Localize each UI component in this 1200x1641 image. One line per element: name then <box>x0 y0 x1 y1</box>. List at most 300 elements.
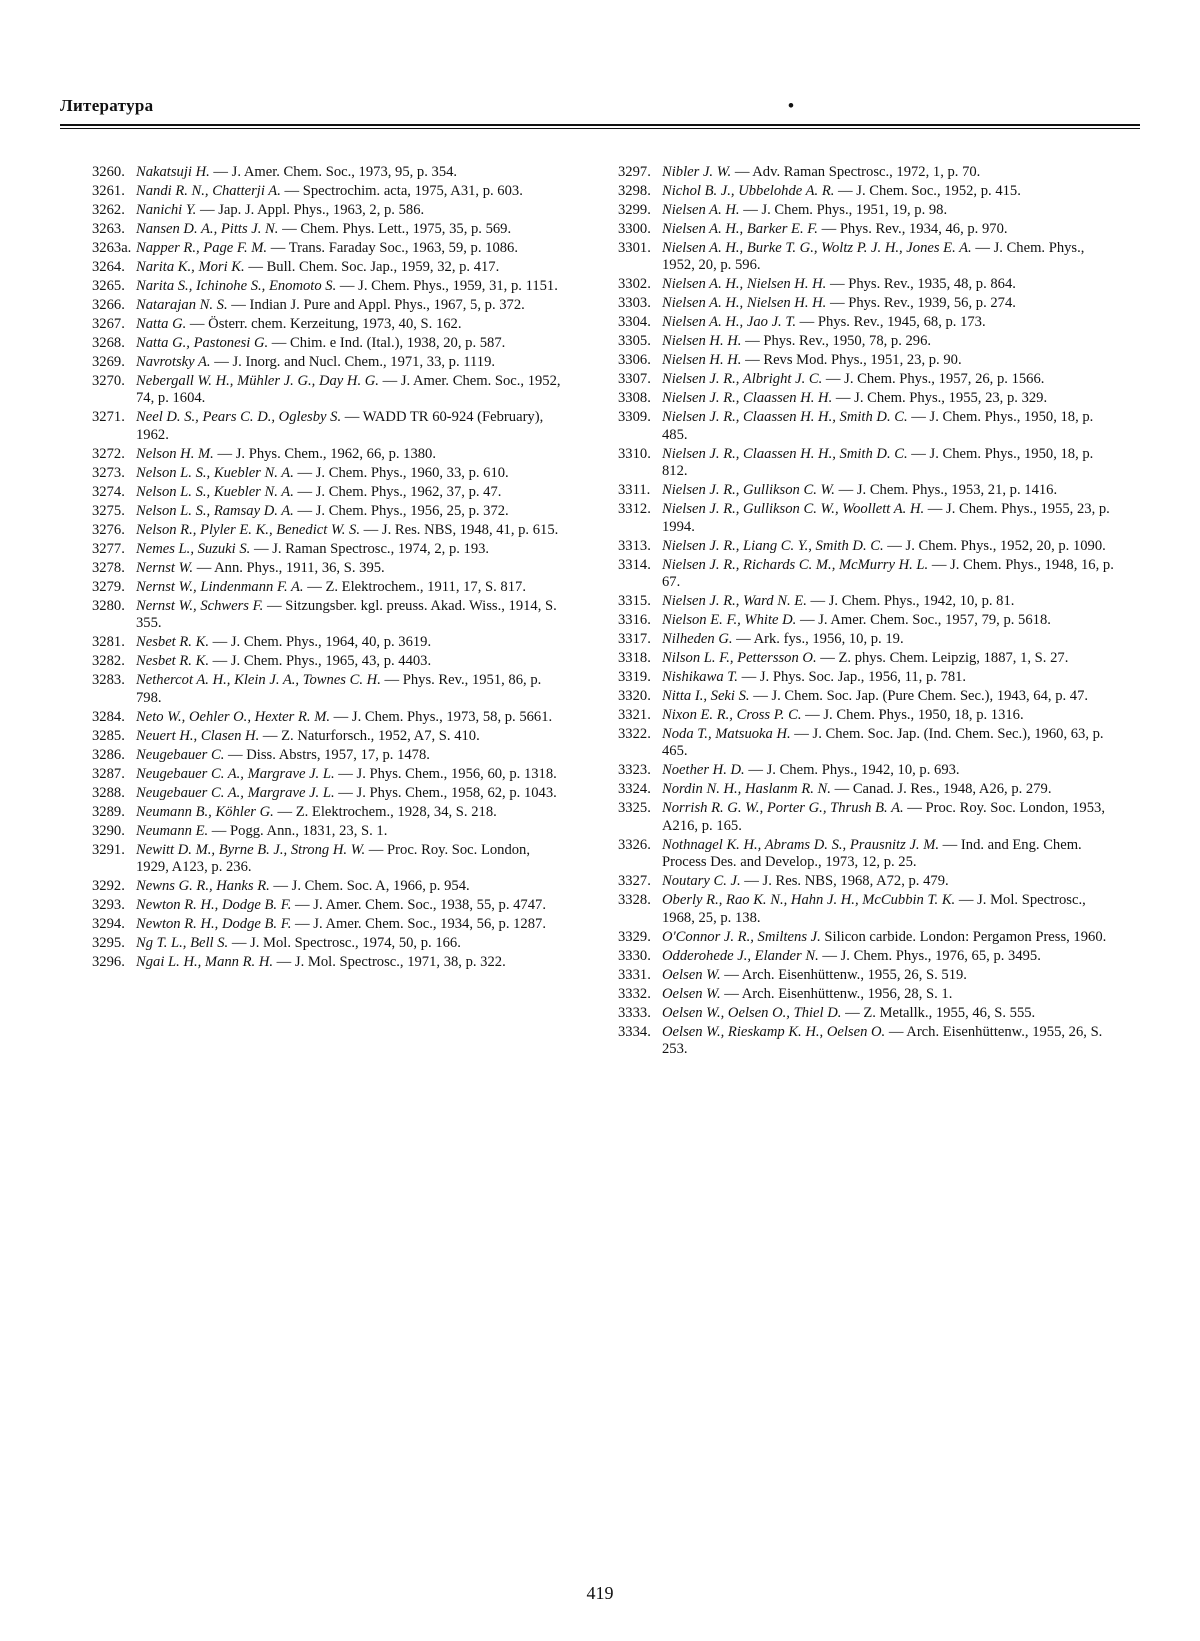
reference-entry <box>618 929 1116 946</box>
reference-number: 3295. <box>92 935 125 952</box>
reference-entry <box>92 446 562 463</box>
reference-entry <box>618 669 1116 686</box>
reference-source: — J. Res. NBS, 1948, 41, p. 615. <box>360 521 559 538</box>
reference-entry <box>618 688 1116 705</box>
reference-number: 3321. <box>618 707 651 724</box>
reference-authors: Neto W., Oehler O., Hexter R. M. <box>136 708 331 725</box>
reference-authors: Newton R. H., Dodge B. F. <box>136 916 292 933</box>
reference-authors: Nelson H. M. <box>136 445 214 462</box>
reference-entry <box>618 333 1116 350</box>
reference-entry <box>618 762 1116 779</box>
reference-authors: Nebergall W. H., Mühler J. G., Day H. G. <box>136 373 379 389</box>
reference-entry <box>92 785 562 802</box>
reference-number: 3266. <box>92 297 125 313</box>
header-rule-thin <box>60 128 1140 129</box>
reference-authors: Nielsen J. R., Gullikson C. W., Woollett A. H. <box>662 501 925 518</box>
reference-authors: Nernst W., Lindenmann F. A. <box>136 578 304 595</box>
reference-number: 3331. <box>618 966 651 983</box>
reference-number: 3332. <box>618 985 651 1002</box>
reference-entry <box>92 240 562 257</box>
reference-authors: Newton R. H., Dodge B. F. <box>136 897 292 914</box>
reference-source: — J. Chem. Soc. A, 1966, p. 954. <box>269 878 470 895</box>
reference-entry <box>92 465 562 482</box>
reference-authors: Nilheden G. <box>662 631 733 648</box>
reference-number: 3319. <box>618 669 651 686</box>
reference-source: — J. Res. NBS, 1968, A72, p. 479. <box>740 873 949 890</box>
reference-source: — J. Chem. Phys., 1956, 25, p. 372. <box>293 502 509 519</box>
reference-number: 3333. <box>618 1004 651 1021</box>
reference-source: — Proc. Roy. Soc. London, 1953, A216, p. 165. <box>662 800 1105 834</box>
reference-source: — J. Chem. Phys., 1950, 18, p. 1316. <box>801 707 1024 724</box>
reference-entry <box>618 593 1116 610</box>
reference-authors: Nielsen J. R., Liang C. Y., Smith D. C. <box>662 537 884 554</box>
reference-authors: Nilson L. F., Pettersson O. <box>662 650 817 667</box>
reference-number: 3278. <box>92 559 125 576</box>
reference-source: — J. Raman Spectrosc., 1974, 2, p. 193. <box>250 540 490 557</box>
reference-source: — J. Chem. Phys., 1950, 18, p. 812. <box>662 445 1094 480</box>
reference-authors: Nesbet R. K. <box>136 653 209 670</box>
reference-entry <box>92 484 562 501</box>
reference-entry <box>618 446 1116 481</box>
reference-authors: Nandi R. N., Chatterji A. <box>136 183 281 199</box>
reference-source: — J. Mol. Spectrosc., 1974, 50, p. 166. <box>228 935 461 952</box>
reference-number: 3317. <box>618 631 651 648</box>
reference-entry <box>618 371 1116 388</box>
reference-authors: Oberly R., Rao K. N., Hahn J. H., McCubbin T. K. <box>662 892 956 909</box>
reference-entry <box>92 804 562 821</box>
reference-source: — Z. Naturforsch., 1952, A7, S. 410. <box>259 727 480 744</box>
reference-authors: Newitt D. M., Byrne B. J., Strong H. W. <box>136 841 366 858</box>
reference-number: 3282. <box>92 653 125 670</box>
reference-authors: Newns G. R., Hanks R. <box>136 878 270 895</box>
reference-number: 3280. <box>92 597 125 614</box>
reference-source: — Canad. J. Res., 1948, A26, p. 279. <box>830 781 1052 798</box>
reference-source: — J. Amer. Chem. Soc., 1957, 79, p. 5618. <box>796 612 1051 629</box>
reference-entry <box>92 164 562 181</box>
reference-source: — Phys. Rev., 1950, 78, p. 296. <box>741 333 932 350</box>
reference-authors: Norrish R. G. W., Porter G., Thrush B. A. <box>662 800 904 817</box>
reference-entry <box>618 202 1116 219</box>
reference-authors: Nielsen J. R., Albright J. C. <box>662 371 823 388</box>
reference-source: — J. Chem. Soc., 1952, p. 415. <box>834 183 1021 199</box>
reference-number: 3326. <box>618 836 651 853</box>
reference-number: 3281. <box>92 634 125 651</box>
reference-number: 3312. <box>618 501 651 518</box>
reference-number: 3301. <box>618 240 651 256</box>
reference-entry <box>92 672 562 707</box>
reference-number: 3279. <box>92 578 125 595</box>
reference-entry <box>618 986 1116 1003</box>
reference-authors: Narita K., Mori K. <box>136 259 245 275</box>
right-reference-column <box>618 164 1116 1060</box>
reference-source: — J. Chem. Phys., 1952, 20, p. 596. <box>662 240 1085 274</box>
reference-source: Silicon carbide. London: Pergamon Press, 1960. <box>820 928 1107 945</box>
reference-entry <box>618 892 1116 927</box>
reference-source: — Proc. Roy. Soc. London, 1929, A123, p. 236. <box>136 841 531 876</box>
reference-entry <box>92 259 562 276</box>
reference-authors: Ngai L. H., Mann R. H. <box>136 954 274 971</box>
reference-entry <box>92 897 562 914</box>
page-number: 419 <box>586 1583 614 1603</box>
reference-source: — Arch. Eisenhüttenw., 1956, 28, S. 1. <box>720 985 953 1002</box>
reference-number: 3322. <box>618 726 651 743</box>
reference-source: — J. Phys. Chem., 1962, 66, p. 1380. <box>213 445 437 462</box>
reference-authors: Oelsen W., Oelsen O., Thiel D. <box>662 1004 842 1021</box>
reference-number: 3318. <box>618 650 651 667</box>
reference-source: — Z. Elektrochem., 1911, 17, S. 817. <box>303 578 526 595</box>
reference-authors: Neel D. S., Pears C. D., Oglesby S. <box>136 409 342 426</box>
reference-entry <box>92 316 562 333</box>
reference-authors: Nemes L., Suzuki S. <box>136 540 251 557</box>
reference-authors: Nielsen A. H., Burke T. G., Woltz P. J. H., Jones E. A. <box>662 240 972 256</box>
left-reference-column <box>92 164 562 973</box>
reference-number: 3296. <box>92 954 125 971</box>
reference-source: — J. Chem. Phys., 1951, 19, p. 98. <box>739 202 948 218</box>
reference-authors: Nielsen H. H. <box>662 333 742 350</box>
reference-number: 3272. <box>92 445 125 462</box>
reference-entry <box>92 842 562 877</box>
reference-authors: Nelson R., Plyler E. K., Benedict W. S. <box>136 521 361 538</box>
reference-number: 3261. <box>92 183 125 199</box>
reference-authors: Nichol B. J., Ubbelohde A. R. <box>662 183 835 199</box>
reference-source: — Spectrochim. acta, 1975, A31, p. 603. <box>280 183 523 199</box>
header-rule-thick <box>60 124 1140 126</box>
reference-authors: Nixon E. R., Cross P. C. <box>662 707 802 724</box>
reference-entry <box>92 503 562 520</box>
reference-authors: Odderohede J., Elander N. <box>662 947 819 964</box>
reference-entry <box>618 837 1116 872</box>
reference-entry <box>92 409 562 444</box>
reference-authors: Nielsen A. H., Jao J. T. <box>662 314 797 331</box>
reference-authors: Neugebauer C. <box>136 746 225 763</box>
reference-entry <box>92 373 562 408</box>
reference-authors: Noda T., Matsuoka H. <box>662 726 791 743</box>
reference-entry <box>618 501 1116 536</box>
reference-authors: Nesbet R. K. <box>136 634 209 651</box>
reference-entry <box>618 276 1116 293</box>
reference-entry <box>618 390 1116 407</box>
reference-entry <box>92 522 562 539</box>
reference-source: — Österr. chem. Kerzeitung, 1973, 40, S. 162. <box>186 316 462 332</box>
reference-authors: Neuert H., Clasen H. <box>136 727 260 744</box>
reference-number: 3294. <box>92 916 125 933</box>
reference-entry <box>92 954 562 971</box>
reference-entry <box>92 709 562 726</box>
reference-source: — J. Inorg. and Nucl. Chem., 1971, 33, p. 1119. <box>210 354 496 370</box>
reference-number: 3314. <box>618 556 651 573</box>
reference-entry <box>618 967 1116 984</box>
reference-source: — Z. Metallk., 1955, 46, S. 555. <box>841 1004 1036 1021</box>
reference-source: — J. Chem. Phys., 1948, 16, p. 67. <box>662 556 1114 591</box>
reference-authors: Nielsen J. R., Gullikson C. W. <box>662 482 835 499</box>
reference-source: — J. Amer. Chem. Soc., 1934, 56, p. 1287. <box>291 916 546 933</box>
reference-authors: Nethercot A. H., Klein J. A., Townes C. H. <box>136 672 381 689</box>
reference-authors: Nielsen A. H., Nielsen H. H. <box>662 276 827 293</box>
reference-source: — Z. phys. Chem. Leipzig, 1887, 1, S. 27. <box>816 650 1069 667</box>
reference-source: — J. Mol. Spectrosc., 1971, 38, p. 322. <box>273 954 506 971</box>
reference-number: 3264. <box>92 259 125 275</box>
reference-entry <box>618 726 1116 761</box>
reference-number: 3263. <box>92 221 125 237</box>
reference-entry <box>618 557 1116 592</box>
reference-authors: Nordin N. H., Haslanm R. N. <box>662 781 831 798</box>
reference-authors: Napper R., Page F. M. <box>136 240 268 256</box>
reference-authors: Nitta I., Seki S. <box>662 688 750 705</box>
reference-number: 3328. <box>618 892 651 909</box>
reference-source: — Chem. Phys. Lett., 1975, 35, p. 569. <box>278 221 512 237</box>
reference-authors: Neumann E. <box>136 822 209 839</box>
reference-source: — J. Chem. Soc. Jap. (Ind. Chem. Sec.), 1960, 63, p. 465. <box>662 726 1104 760</box>
reference-source: — J. Chem. Phys., 1973, 58, p. 5661. <box>330 708 553 725</box>
reference-number: 3274. <box>92 483 125 500</box>
reference-number: 3290. <box>92 822 125 839</box>
reference-source: — Indian J. Pure and Appl. Phys., 1967, 5, p. 372. <box>227 297 525 313</box>
reference-authors: Nibler J. W. <box>662 164 732 180</box>
reference-number: 3327. <box>618 873 651 890</box>
reference-authors: Nanichi Y. <box>136 202 197 218</box>
reference-entry <box>618 1024 1116 1059</box>
reference-source: — Phys. Rev., 1945, 68, p. 173. <box>796 314 986 331</box>
reference-entry <box>92 747 562 764</box>
reference-source: — J. Chem. Phys., 1957, 26, p. 1566. <box>822 371 1045 388</box>
reference-source: — J. Mol. Spectrosc., 1968, 25, p. 138. <box>662 892 1086 926</box>
reference-source: — Adv. Raman Spectrosc., 1972, 1, p. 70. <box>731 164 981 180</box>
reference-number: 3306. <box>618 352 651 369</box>
reference-authors: Nielsen A. H., Barker E. F. <box>662 221 818 237</box>
reference-entry <box>92 221 562 238</box>
reference-number: 3286. <box>92 746 125 763</box>
reference-source: — J. Chem. Phys., 1976, 65, p. 3495. <box>818 947 1041 964</box>
reference-authors: Nelson L. S., Kuebler N. A. <box>136 483 294 500</box>
reference-entry <box>92 297 562 314</box>
reference-entry <box>618 873 1116 890</box>
reference-authors: Nielsen H. H. <box>662 352 742 369</box>
reference-authors: Nielsen J. R., Richards C. M., McMurry H. L. <box>662 556 929 573</box>
reference-authors: Nielson E. F., White D. <box>662 612 797 629</box>
reference-number: 3293. <box>92 897 125 914</box>
reference-source: — Trans. Faraday Soc., 1963, 59, p. 1086. <box>267 240 518 256</box>
reference-authors: Oelsen W., Rieskamp K. H., Oelsen O. <box>662 1023 886 1040</box>
reference-number: 3267. <box>92 316 125 332</box>
reference-number: 3302. <box>618 276 651 293</box>
reference-authors: Oelsen W. <box>662 985 721 1002</box>
reference-number: 3268. <box>92 335 125 351</box>
reference-source: — J. Chem. Phys., 1955, 23, p. 329. <box>832 390 1048 407</box>
reference-source: — Phys. Rev., 1951, 86, p. 798. <box>136 672 542 706</box>
reference-number: 3316. <box>618 612 651 629</box>
reference-entry <box>618 409 1116 444</box>
reference-number: 3325. <box>618 800 651 817</box>
reference-authors: Natta G. <box>136 316 187 332</box>
reference-authors: Neugebauer C. A., Margrave J. L. <box>136 765 335 782</box>
reference-source: — Chim. e Ind. (Ital.), 1938, 20, p. 587. <box>268 335 506 351</box>
reference-authors: Nansen D. A., Pitts J. N. <box>136 221 279 237</box>
reference-entry <box>92 916 562 933</box>
reference-entry <box>618 707 1116 724</box>
reference-source: — Phys. Rev., 1934, 46, p. 970. <box>817 221 1008 237</box>
reference-entry <box>92 598 562 633</box>
reference-entry <box>92 183 562 200</box>
reference-authors: Natta G., Pastonesi G. <box>136 335 269 351</box>
reference-source: — J. Chem. Phys., 1950, 18, p. 485. <box>662 409 1094 443</box>
reference-source: — Ark. fys., 1956, 10, p. 19. <box>732 631 904 648</box>
reference-number: 3275. <box>92 502 125 519</box>
reference-authors: Nielsen A. H. <box>662 202 740 218</box>
reference-authors: Oelsen W. <box>662 966 721 983</box>
reference-source: — Revs Mod. Phys., 1951, 23, p. 90. <box>741 352 962 369</box>
reference-source: — J. Chem. Phys., 1959, 31, p. 1151. <box>336 278 558 294</box>
reference-entry <box>92 728 562 745</box>
reference-entry <box>92 634 562 651</box>
reference-number: 3298. <box>618 183 651 199</box>
reference-authors: O'Connor J. R., Smiltens J. <box>662 928 821 945</box>
reference-source: — J. Chem. Phys., 1942, 10, p. 693. <box>744 762 960 779</box>
reference-authors: Navrotsky A. <box>136 354 211 370</box>
reference-entry <box>618 482 1116 499</box>
reference-number: 3313. <box>618 537 651 554</box>
reference-entry <box>618 221 1116 238</box>
reference-source: — J. Phys. Soc. Jap., 1956, 11, p. 781. <box>737 669 967 686</box>
reference-source: — Ind. and Eng. Chem. Process Des. and Develop., 1973, 12, p. 25. <box>662 836 1082 871</box>
reference-number: 3324. <box>618 781 651 798</box>
reference-authors: Nielsen J. R., Ward N. E. <box>662 593 807 610</box>
reference-number: 3269. <box>92 354 125 370</box>
reference-authors: Nielsen J. R., Claassen H. H. <box>662 390 833 407</box>
reference-number: 3284. <box>92 708 125 725</box>
reference-source: — J. Chem. Phys., 1962, 37, p. 47. <box>293 483 502 500</box>
reference-number: 3329. <box>618 928 651 945</box>
reference-number: 3309. <box>618 409 651 426</box>
reference-source: — Pogg. Ann., 1831, 23, S. 1. <box>208 822 388 839</box>
reference-entry <box>92 766 562 783</box>
reference-authors: Ng T. L., Bell S. <box>136 935 229 952</box>
reference-authors: Nielsen A. H., Nielsen H. H. <box>662 295 827 312</box>
running-header <box>60 96 1140 126</box>
reference-number: 3320. <box>618 688 651 705</box>
reference-entry <box>92 878 562 895</box>
reference-source: — J. Phys. Chem., 1958, 62, p. 1043. <box>334 784 557 801</box>
reference-entry <box>92 653 562 670</box>
reference-source: — Diss. Abstrs, 1957, 17, p. 1478. <box>224 746 430 763</box>
section-title: Литература <box>60 96 154 115</box>
reference-number: 3292. <box>92 878 125 895</box>
reference-number: 3334. <box>618 1023 651 1040</box>
reference-source: — J. Chem. Phys., 1965, 43, p. 4403. <box>208 653 432 670</box>
reference-source: — J. Amer. Chem. Soc., 1938, 55, p. 4747. <box>291 897 546 914</box>
reference-number: 3270. <box>92 373 125 389</box>
reference-number: 3287. <box>92 765 125 782</box>
reference-entry <box>618 352 1116 369</box>
reference-entry <box>92 579 562 596</box>
reference-source: — WADD TR 60-924 (February), 1962. <box>136 409 544 443</box>
reference-source: — J. Chem. Soc. Jap. (Pure Chem. Sec.), 1943, 64, p. 47. <box>749 688 1089 705</box>
reference-authors: Nakatsuji H. <box>136 164 210 180</box>
reference-source: — J. Chem. Phys., 1960, 33, p. 610. <box>293 464 509 481</box>
reference-entry <box>618 183 1116 200</box>
reference-source: — Sitzungsber. kgl. preuss. Akad. Wiss., 1914, S. 355. <box>136 597 557 632</box>
reference-entry <box>618 164 1116 181</box>
reference-number: 3276. <box>92 521 125 538</box>
reference-entry <box>618 1005 1116 1022</box>
reference-source: — J. Chem. Phys., 1942, 10, p. 81. <box>806 593 1015 610</box>
reference-number: 3297. <box>618 164 651 180</box>
reference-number: 3310. <box>618 445 651 462</box>
reference-entry <box>618 314 1116 331</box>
reference-number: 3288. <box>92 784 125 801</box>
reference-number: 3307. <box>618 371 651 388</box>
reference-entry <box>92 935 562 952</box>
reference-entry <box>92 560 562 577</box>
reference-source: — Bull. Chem. Soc. Jap., 1959, 32, p. 417. <box>244 259 500 275</box>
reference-entry <box>618 631 1116 648</box>
reference-entry <box>618 295 1116 312</box>
reference-entry <box>618 800 1116 835</box>
reference-source: — J. Amer. Chem. Soc., 1952, 74, p. 1604. <box>136 373 561 407</box>
reference-source: — Z. Elektrochem., 1928, 34, S. 218. <box>273 803 497 820</box>
reference-source: — Phys. Rev., 1939, 56, p. 274. <box>826 295 1016 312</box>
reference-number: 3289. <box>92 803 125 820</box>
reference-entry <box>618 538 1116 555</box>
reference-authors: Noether H. D. <box>662 762 745 779</box>
reference-number: 3311. <box>618 482 651 499</box>
reference-source: — Ann. Phys., 1911, 36, S. 395. <box>193 559 385 576</box>
reference-entry <box>92 335 562 352</box>
reference-authors: Nelson L. S., Kuebler N. A. <box>136 464 294 481</box>
reference-source: — J. Chem. Phys., 1952, 20, p. 1090. <box>883 537 1106 554</box>
reference-source: — Arch. Eisenhüttenw., 1955, 26, S. 253. <box>662 1023 1103 1058</box>
reference-source: — Jap. J. Appl. Phys., 1963, 2, p. 586. <box>196 202 425 218</box>
reference-number: 3323. <box>618 762 651 779</box>
reference-authors: Natarajan N. S. <box>136 297 228 313</box>
reference-source: — J. Phys. Chem., 1956, 60, p. 1318. <box>334 765 557 782</box>
reference-number: 3303. <box>618 295 651 312</box>
reference-number: 3273. <box>92 464 125 481</box>
reference-authors: Nelson L. S., Ramsay D. A. <box>136 502 294 519</box>
reference-authors: Noutary C. J. <box>662 873 741 890</box>
reference-number: 3308. <box>618 390 651 407</box>
reference-number: 3277. <box>92 540 125 557</box>
reference-authors: Nothnagel K. H., Abrams D. S., Prausnitz J. M. <box>662 836 940 853</box>
reference-entry <box>618 650 1116 667</box>
reference-entry <box>618 240 1116 275</box>
reference-number: 3263a. <box>92 240 132 256</box>
reference-entry <box>92 823 562 840</box>
reference-entry <box>618 612 1116 629</box>
reference-number: 3330. <box>618 947 651 964</box>
reference-number: 3315. <box>618 593 651 610</box>
reference-source: — J. Chem. Phys., 1964, 40, p. 3619. <box>208 634 432 651</box>
reference-number: 3283. <box>92 672 125 689</box>
reference-number: 3260. <box>92 164 125 180</box>
reference-number: 3305. <box>618 333 651 350</box>
reference-source: — J. Chem. Phys., 1955, 23, p. 1994. <box>662 501 1110 535</box>
reference-source: — Phys. Rev., 1935, 48, p. 864. <box>826 276 1016 293</box>
reference-authors: Nielsen J. R., Claassen H. H., Smith D. C. <box>662 409 908 426</box>
reference-authors: Nielsen J. R., Claassen H. H., Smith D. C. <box>662 445 908 462</box>
reference-number: 3304. <box>618 314 651 331</box>
reference-number: 3262. <box>92 202 125 218</box>
reference-authors: Nernst W. <box>136 559 194 576</box>
reference-entry <box>92 202 562 219</box>
reference-authors: Narita S., Ichinohe S., Enomoto S. <box>136 278 337 294</box>
reference-authors: Neugebauer C. A., Margrave J. L. <box>136 784 335 801</box>
reference-authors: Nishikawa T. <box>662 669 738 686</box>
header-marker: • <box>788 96 794 115</box>
reference-number: 3299. <box>618 202 651 218</box>
reference-source: — Arch. Eisenhüttenw., 1955, 26, S. 519. <box>720 966 967 983</box>
reference-entry <box>92 354 562 371</box>
reference-entry <box>92 278 562 295</box>
